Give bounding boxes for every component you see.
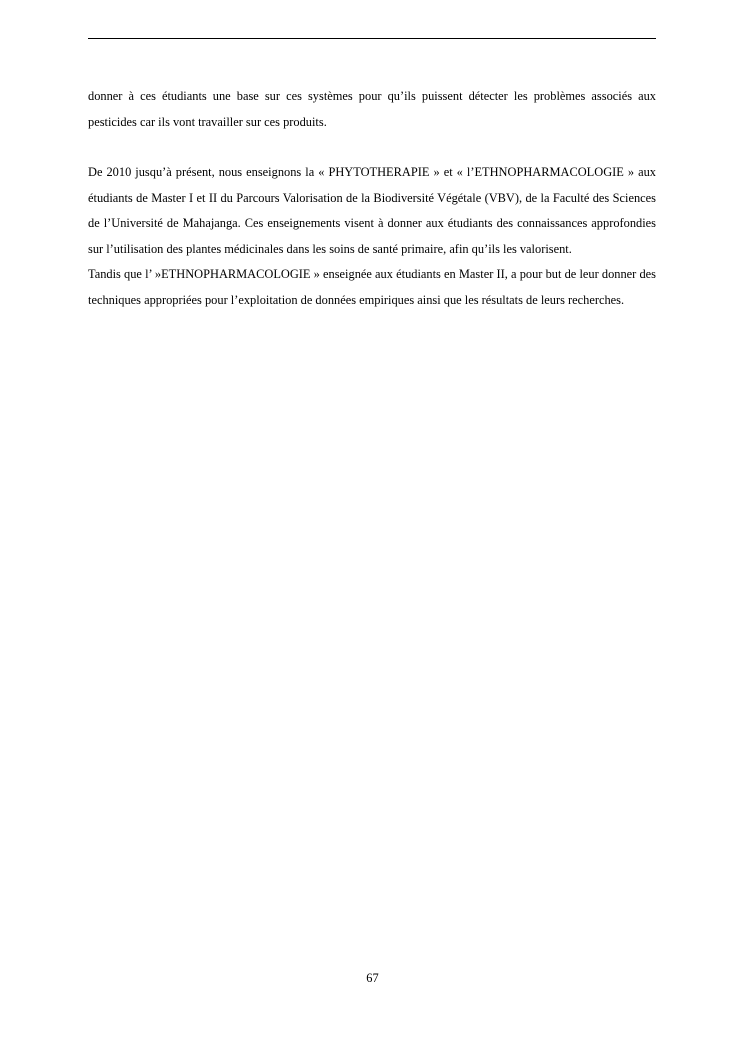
paragraph-spacer — [88, 135, 656, 160]
page-body — [88, 84, 656, 313]
paragraph-3: Tandis que l’ »ETHNOPHARMACOLOGIE » enseignée aux étudiants en Master II, a pour but de leur donner des techniques appropriées pour l’exploitation de données empiriques ainsi que les résultats de leurs recherches. — [88, 267, 656, 307]
page-number: 67 — [366, 971, 379, 985]
paragraph-2: De 2010 jusqu’à présent, nous enseignons la « PHYTOTHERAPIE » et « l’ETHNOPHARMACOLOGIE » aux étudiants de Master I et II du Parcours Valorisation de la Biodiversité Végétale (VBV), de la Faculté des Sciences de l’Université de Mahajanga. Ces enseignements visent à donner aux étudiants des connaissances approfondies sur l’utilisation des plantes médicinales dans les soins de santé primaire, afin qu’ils les valorisent. — [88, 165, 656, 256]
paragraph-1: donner à ces étudiants une base sur ces systèmes pour qu’ils puissent détecter les problèmes associés aux pesticides car ils vont travailler sur ces produits. — [88, 89, 656, 129]
header-divider — [88, 38, 656, 39]
